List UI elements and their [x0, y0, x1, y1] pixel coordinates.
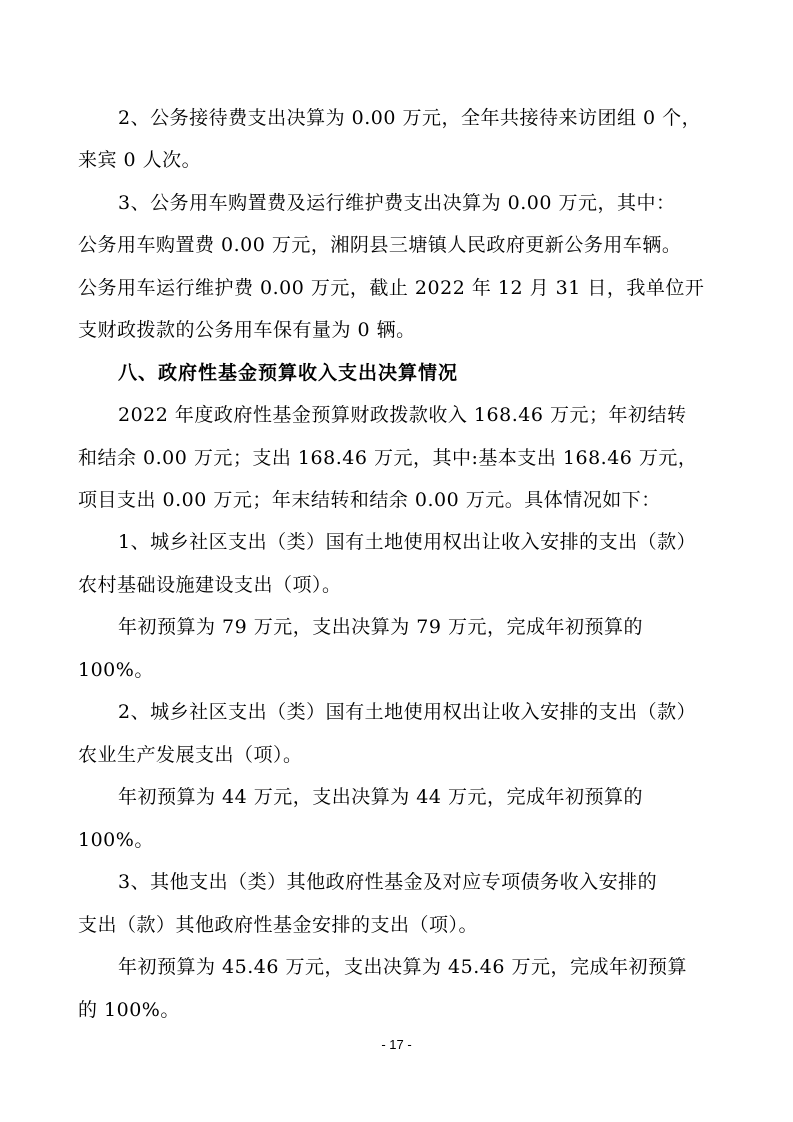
- paragraph-line: 3、公务用车购置费及运行维护费支出决算为 0.00 万元，其中：: [118, 192, 676, 214]
- paragraph-line: 支财政拨款的公务用车保有量为 0 辆。: [78, 319, 416, 341]
- paragraph-line: 3、其他支出（类）其他政府性基金及对应专项债务收入安排的: [118, 871, 658, 893]
- paragraph-line: 和结余 0.00 万元；支出 168.46 万元，其中:基本支出 168.46 万元，: [78, 447, 698, 469]
- paragraph-line: 年初预算为 45.46 万元，支出决算为 45.46 万元，完成年初预算: [118, 956, 687, 978]
- paragraph-line: 公务用车购置费 0.00 万元，湘阴县三塘镇人民政府更新公务用车辆。: [78, 234, 682, 256]
- page-number: - 17 -: [381, 1037, 412, 1052]
- paragraph-line: 来宾 0 人次。: [78, 149, 202, 171]
- section-heading: 八、政府性基金预算收入支出决算情况: [118, 362, 459, 384]
- paragraph-line: 100%。: [78, 829, 154, 851]
- paragraph-line: 农村基础设施建设支出（项）。: [78, 574, 342, 596]
- paragraph-line: 公务用车运行维护费 0.00 万元，截止 2022 年 12 月 31 日，我单位开: [78, 277, 705, 299]
- paragraph-line: 支出（款）其他政府性基金安排的支出（项）。: [78, 914, 479, 936]
- paragraph-line: 2、公务接待费支出决算为 0.00 万元，全年共接待来访团组 0 个，: [118, 107, 702, 129]
- paragraph-line: 项目支出 0.00 万元；年末结转和结余 0.00 万元。具体情况如下：: [78, 489, 661, 511]
- paragraph-line: 年初预算为 79 万元，支出决算为 79 万元，完成年初预算的: [118, 616, 644, 638]
- paragraph-line: 1、城乡社区支出（类）国有土地使用权出让收入安排的支出（款）: [118, 531, 697, 553]
- paragraph-line: 2、城乡社区支出（类）国有土地使用权出让收入安排的支出（款）: [118, 701, 697, 723]
- paragraph-line: 农业生产发展支出（项）。: [78, 744, 303, 766]
- paragraph-line: 年初预算为 44 万元，支出决算为 44 万元，完成年初预算的: [118, 786, 644, 808]
- paragraph-line: 2022 年度政府性基金预算财政拨款收入 168.46 万元；年初结转: [118, 404, 687, 426]
- paragraph-line: 100%。: [78, 659, 154, 681]
- paragraph-line: 的 100%。: [78, 999, 180, 1021]
